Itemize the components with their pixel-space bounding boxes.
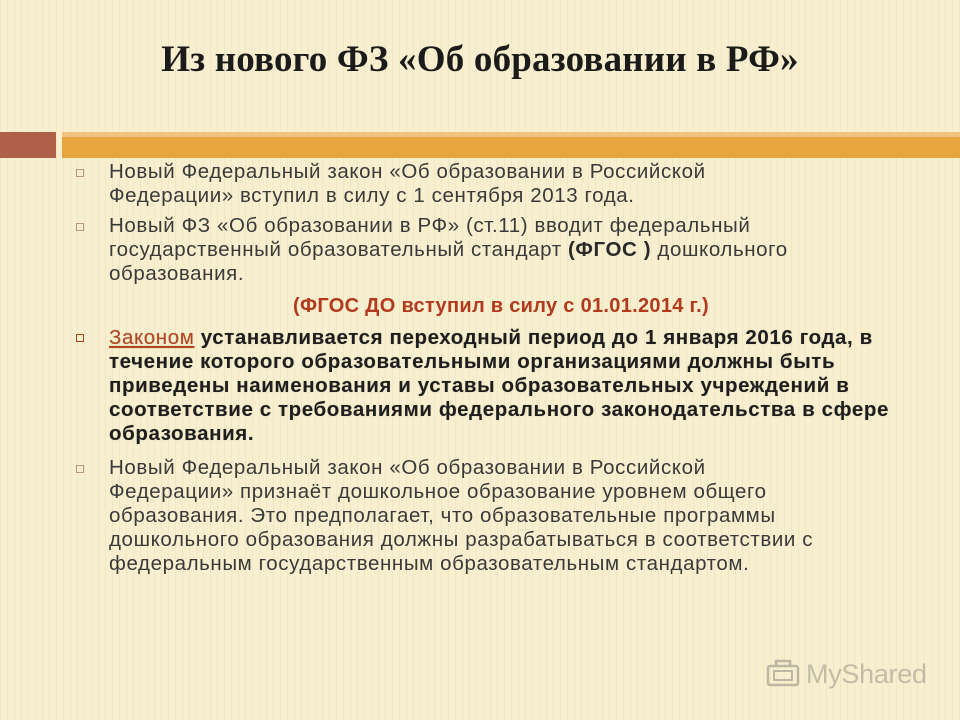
- square-bullet-icon: [76, 465, 84, 473]
- myshared-watermark: [766, 656, 927, 692]
- title-rule-bar: [62, 132, 960, 158]
- highlight-note: (ФГОС ДО вступил в силу с 01.01.2014 г.): [293, 295, 709, 317]
- text-line: Федерации» вступил в силу с 1 сентября 2013 года.: [109, 184, 635, 207]
- square-bullet-icon: [76, 334, 84, 342]
- text-span: дошкольного: [651, 238, 788, 261]
- watermark-text: MyShared: [806, 658, 927, 689]
- text-line: федеральным государственным образовательным стандартом.: [109, 552, 750, 575]
- myshared-logo-icon: [766, 657, 800, 692]
- text-line: приведены наименования и уставы образовательных учреждений в: [109, 374, 850, 397]
- text-line: Новый Федеральный закон «Об образовании в Российской: [109, 456, 706, 479]
- text-span: устанавливается переходный период до 1 января 2016 года, в: [194, 326, 873, 349]
- law-link[interactable]: Законом: [109, 326, 195, 349]
- title-rule-left: [0, 132, 56, 158]
- text-line: образования.: [109, 422, 255, 445]
- square-bullet-icon: [76, 169, 84, 177]
- slide-body: [76, 160, 926, 576]
- bullet-text: [109, 456, 926, 576]
- bullet-text: [109, 160, 926, 208]
- text-line: дошкольного образования должны разрабатываться в соответствии с: [109, 528, 814, 551]
- text-line: Новый ФЗ «Об образовании в РФ» (ст.11) вводит федеральный: [109, 214, 751, 237]
- text-line: Федерации» признаёт дошкольное образование уровнем общего: [109, 480, 767, 503]
- text-span: государственный образовательный стандарт: [109, 238, 568, 261]
- fgos-abbrev: (ФГОС ): [567, 238, 652, 261]
- text-line: Новый Федеральный закон «Об образовании в Российской: [109, 160, 706, 183]
- bullet-item-2: [76, 214, 926, 286]
- bullet-text: [109, 326, 926, 446]
- slide-title: Из нового ФЗ «Об образовании в РФ»: [161, 39, 799, 80]
- text-line: [109, 326, 926, 350]
- bullet-item-3: [76, 326, 926, 446]
- square-bullet-icon: [76, 223, 84, 231]
- text-line: соответствие с требованиями федерального законодательства в сфере: [109, 398, 889, 421]
- bullet-item-4: [76, 456, 926, 576]
- text-line: образования.: [109, 262, 245, 285]
- text-line: образования. Это предполагает, что образовательные программы: [109, 504, 776, 527]
- text-line: течение которого образовательными организациями должны быть: [109, 350, 836, 373]
- bullet-item-1: [76, 160, 926, 208]
- bullet-text: [109, 214, 926, 286]
- text-line: [109, 238, 926, 262]
